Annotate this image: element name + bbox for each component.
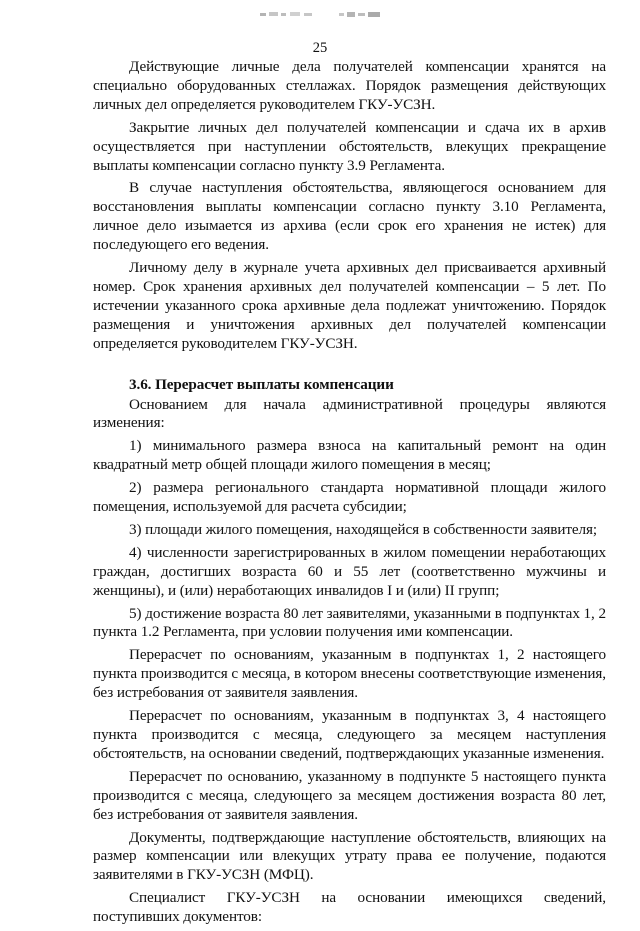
section-intro: Основанием для начала административной процедуры являются изменения: <box>93 395 606 432</box>
list-item: 2) размера регионального стандарта нормативной площади жилого помещения, используемой для расчета субсидии; <box>93 479 606 516</box>
scan-artifact-mark <box>338 10 384 19</box>
paragraph: Личному делу в журнале учета архивных дел присваивается архивный номер. Срок хранения архивных дел получателей компенсации – 5 лет. По истечении указанного срока архивные дела подлежат уничтожению. Порядок размещения и уничтожения архивных дел получателей компенсации определяется руководителем ГКУ-УСЗН. <box>93 259 606 352</box>
paragraph: Перерасчет по основаниям, указанным в подпунктах 1, 2 настоящего пункта производится с месяца, в котором внесены соответствующие изменения, без истребования от заявителя заявления. <box>93 646 606 702</box>
paragraph: Закрытие личных дел получателей компенсации и сдача их в архив осуществляется при наступлении обстоятельств, влекущих прекращение выплаты компенсации согласно пункту 3.9 Регламента. <box>93 118 606 174</box>
document-body <box>93 58 606 931</box>
paragraph: Перерасчет по основанию, указанному в подпункте 5 настоящего пункта производится с месяца, следующего за месяцем достижения возраста 80 лет, без истребования от заявителя заявления. <box>93 767 606 823</box>
list-item: 3) площади жилого помещения, находящейся в собственности заявителя; <box>129 520 598 538</box>
page-number: 25 <box>312 40 328 56</box>
section-heading: 3.6. Перерасчет выплаты компенсации <box>129 375 394 393</box>
list-item: 1) минимального размера взноса на капитальный ремонт на один квадратный метр общей площади жилого помещения в месяц; <box>93 437 606 474</box>
list-item: 4) численности зарегистрированных в жилом помещении неработающих граждан, достигших возраста 60 и 55 лет (соответственно мужчины и женщины), и (или) неработающих инвалидов I и (или) II групп; <box>93 543 606 599</box>
paragraph: В случае наступления обстоятельства, являющегося основанием для восстановления выплаты компенсации согласно пункту 3.10 Регламента, личное дело изымается из архива (если срок его хранения не истек) для последующего его ведения. <box>93 179 606 254</box>
paragraph: Действующие личные дела получателей компенсации хранятся на специально оборудованных стеллажах. Порядок размещения действующих личных дел определяется руководителем ГКУ-УСЗН. <box>93 58 606 113</box>
list-item: 5) достижение возраста 80 лет заявителями, указанными в подпунктах 1, 2 пункта 1.2 Регламента, при условии получения ими компенсации. <box>93 604 606 641</box>
scan-artifact-mark <box>258 10 318 19</box>
paragraph: Перерасчет по основаниям, указанным в подпунктах 3, 4 настоящего пункта производится с месяца, следующего за месяцем наступления обстоятельств, на основании сведений, подтверждающих указанные изменения. <box>93 707 606 762</box>
paragraph: Специалист ГКУ-УСЗН на основании имеющихся сведений, поступивших документов: <box>93 889 606 926</box>
paragraph: Документы, подтверждающие наступление обстоятельств, влияющих на размер компенсации или влекущих утрату права ее получение, подаются заявителями в ГКУ-УСЗН (МФЦ). <box>93 828 606 884</box>
